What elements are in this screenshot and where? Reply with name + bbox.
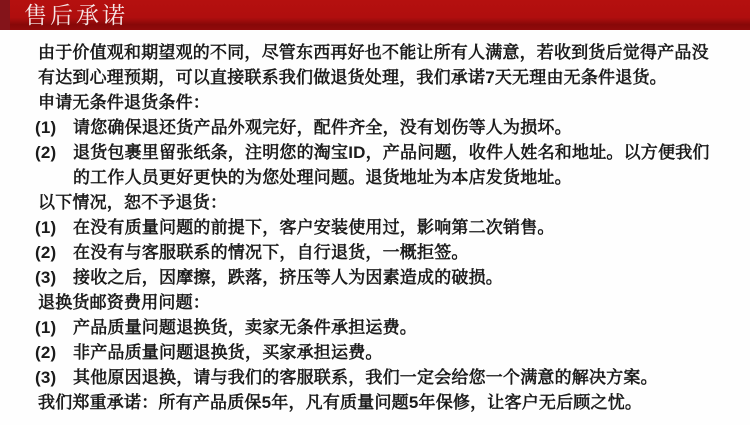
- item-marker: (2): [35, 343, 57, 362]
- section-no-return-cases: [35, 190, 722, 290]
- list-item: [35, 215, 722, 240]
- item-text: 请您确保退还货产品外观完好，配件齐全，没有划伤等人为损坏。: [73, 118, 572, 137]
- item-marker: (1): [35, 318, 57, 337]
- section-heading-return-conditions: 申请无条件退货条件：: [38, 93, 210, 112]
- banner-left-strip: [0, 0, 10, 30]
- item-marker: (2): [35, 243, 57, 262]
- footer-promise: 我们郑重承诺：所有产品质保5年，凡有质量问题5年保修，让客户无后顾之忧。: [38, 393, 643, 412]
- intro-paragraph: 由于价值观和期望观的不同，尽管东西再好也不能让所有人满意，若收到货后觉得产品没有达到心理预期，可以直接联系我们做退货处理，我们承诺7天无理由无条件退货。: [38, 43, 709, 87]
- item-text: 在没有与客服联系的情况下，自行退货，一概拒签。: [73, 243, 469, 262]
- list-item: [35, 340, 722, 365]
- page-title: 售后承诺: [24, 2, 128, 28]
- item-text: 在没有质量问题的前提下，客户安装使用过，影响第二次销售。: [73, 218, 555, 237]
- list-item: [35, 115, 722, 140]
- item-marker: (1): [35, 218, 57, 237]
- list-item: [35, 365, 722, 390]
- banner: [0, 0, 750, 30]
- list-item: [35, 240, 722, 265]
- section-heading-no-return-cases: 以下情况，恕不予退货：: [38, 193, 228, 212]
- item-marker: (3): [35, 368, 57, 387]
- section-heading-postage-fees: 退换货邮资费用问题：: [38, 293, 210, 312]
- list-item: [35, 265, 722, 290]
- section-return-conditions: [35, 90, 722, 190]
- section-postage-fees: [35, 290, 722, 390]
- item-text: 退货包裹里留张纸条，注明您的淘宝ID，产品问题，收件人姓名和地址。以方便我们的工作人员更好更快的为您处理问题。退货地址为本店发货地址。: [73, 143, 710, 187]
- list-item: [35, 140, 722, 190]
- item-text: 非产品质量问题退换货，买家承担运费。: [73, 343, 383, 362]
- policy-content: [0, 30, 750, 415]
- item-text: 其他原因退换，请与我们的客服联系，我们一定会给您一个满意的解决方案。: [73, 368, 658, 387]
- item-marker: (1): [35, 118, 57, 137]
- item-marker: (2): [35, 143, 57, 162]
- item-text: 产品质量问题退换货，卖家无条件承担运费。: [73, 318, 417, 337]
- list-item: [35, 315, 722, 340]
- item-marker: (3): [35, 268, 57, 287]
- item-text: 接收之后，因摩擦，跌落，挤压等人为因素造成的破损。: [73, 268, 503, 287]
